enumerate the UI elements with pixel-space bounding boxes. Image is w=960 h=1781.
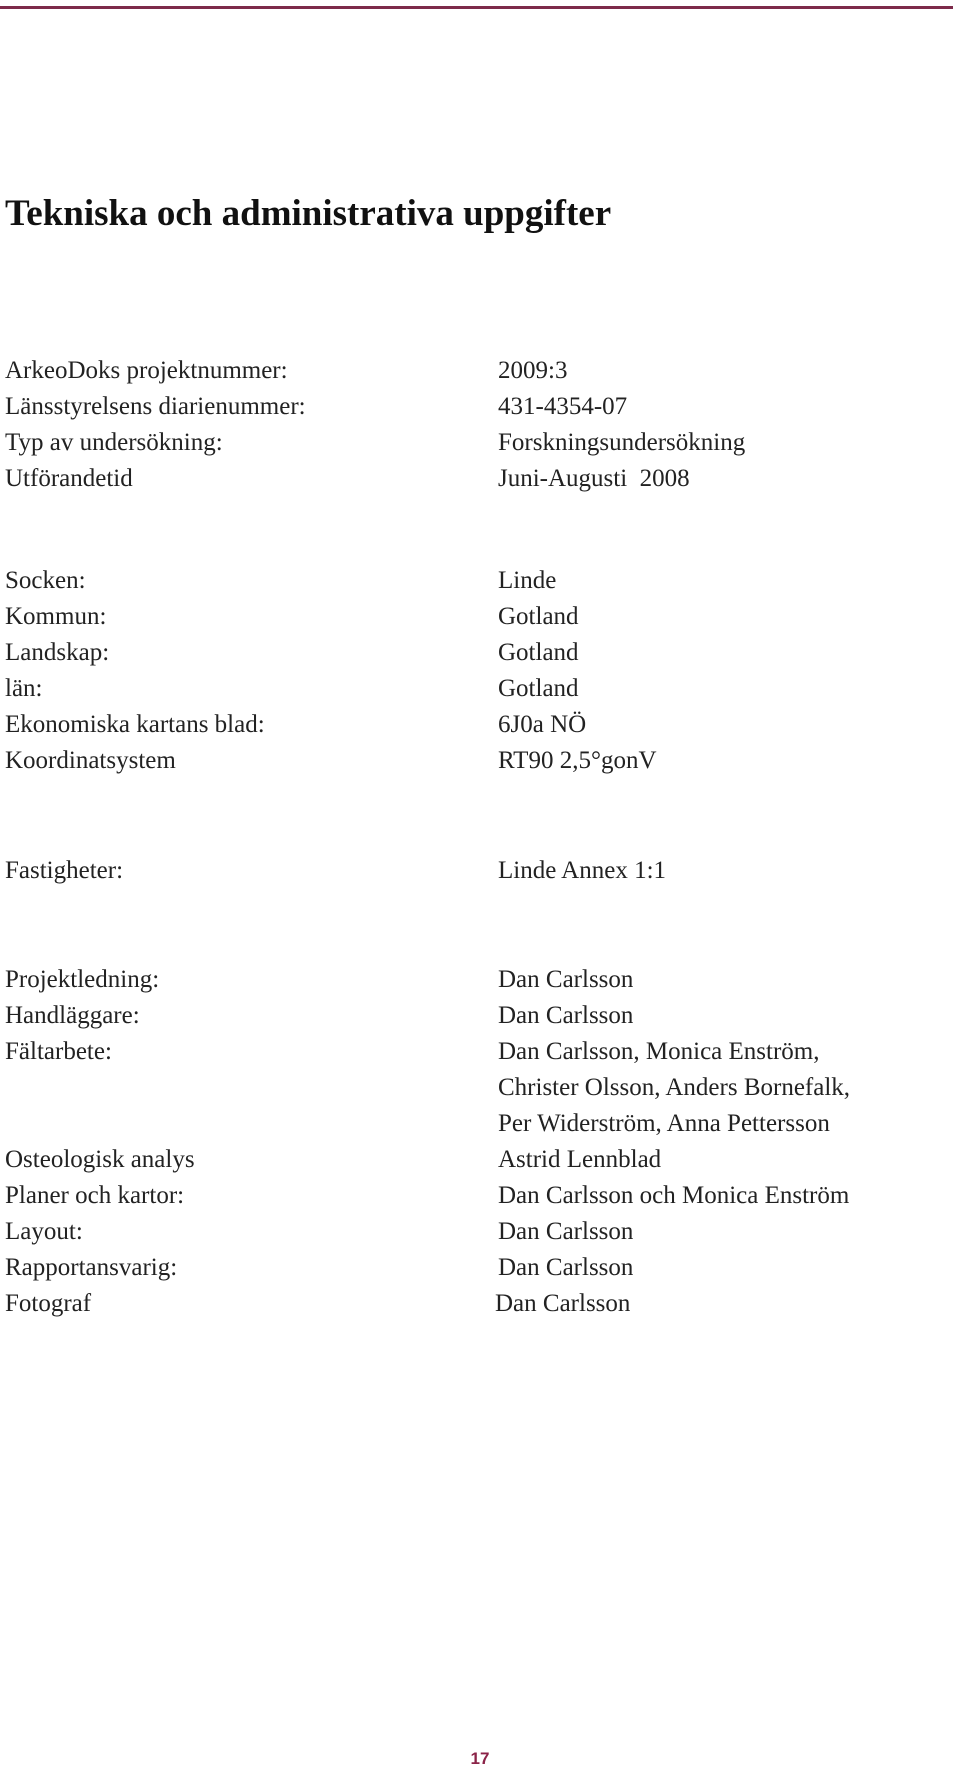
- info-value: 2009:3: [498, 357, 568, 384]
- info-row-landskap: [5, 635, 955, 671]
- info-row-koordinatsystem: [5, 743, 955, 779]
- info-value: Gotland: [498, 675, 579, 702]
- info-row-utforandetid: [5, 461, 955, 497]
- info-row-typ: [5, 425, 955, 461]
- info-value: Forskningsundersökning: [498, 429, 746, 456]
- info-row-kommun: [5, 599, 955, 635]
- info-label: Socken:: [5, 567, 86, 594]
- info-value: Linde Annex 1:1: [498, 857, 667, 884]
- info-label: Fältarbete:: [5, 1038, 112, 1065]
- faltarbete-line: Christer Olsson, Anders Bornefalk,: [498, 1074, 851, 1101]
- info-label: Ekonomiska kartans blad:: [5, 711, 265, 738]
- info-value: Dan Carlsson: [498, 1254, 634, 1281]
- property-section: [5, 853, 955, 889]
- info-value: Dan Carlsson: [498, 1002, 634, 1029]
- info-value: Gotland: [498, 639, 579, 666]
- info-value: Astrid Lennblad: [498, 1146, 662, 1173]
- info-row-lan: [5, 671, 955, 707]
- info-label: Layout:: [5, 1218, 83, 1245]
- info-value: Dan Carlsson: [498, 966, 634, 993]
- info-label: Fotograf: [5, 1290, 92, 1317]
- info-row-osteologisk: [5, 1142, 955, 1178]
- info-row-projektnummer: [5, 353, 955, 389]
- page-number: 17: [470, 1749, 490, 1768]
- staff-section: [5, 962, 955, 1322]
- info-row-rapportansvarig: [5, 1250, 955, 1286]
- info-label: Projektledning:: [5, 966, 160, 993]
- page-title: Tekniska och administrativa uppgifter: [5, 193, 612, 234]
- info-row-faltarbete: [5, 1034, 955, 1142]
- info-value-multiline: [498, 1034, 850, 1142]
- info-label: Kommun:: [5, 603, 107, 630]
- info-label: Handläggare:: [5, 1002, 140, 1029]
- info-label: Planer och kartor:: [5, 1182, 185, 1209]
- info-row-projektledning: [5, 962, 955, 998]
- info-label: Osteologisk analys: [5, 1146, 195, 1173]
- info-value: Linde: [498, 567, 557, 594]
- info-label: Landskap:: [5, 639, 110, 666]
- info-row-kartblad: [5, 707, 955, 743]
- info-value: Dan Carlsson: [495, 1290, 631, 1317]
- info-label: Fastigheter:: [5, 857, 124, 884]
- location-section: [5, 563, 955, 779]
- faltarbete-line: Dan Carlsson, Monica Enström,: [498, 1038, 820, 1065]
- info-value: 6J0a NÖ: [498, 711, 587, 738]
- top-accent-rule: [0, 6, 953, 9]
- info-value: Dan Carlsson och Monica Enström: [498, 1182, 850, 1209]
- info-value: 431-4354-07: [498, 393, 628, 420]
- info-row-fastigheter: [5, 853, 955, 889]
- info-label: ArkeoDoks projektnummer:: [5, 357, 288, 384]
- info-label: län:: [5, 675, 43, 702]
- info-row-planer: [5, 1178, 955, 1214]
- info-label: Rapportansvarig:: [5, 1254, 178, 1281]
- info-row-diarienummer: [5, 389, 955, 425]
- project-info-section: [5, 353, 955, 497]
- info-label: Typ av undersökning:: [5, 429, 223, 456]
- info-row-fotograf: [5, 1286, 955, 1322]
- faltarbete-line: Per Widerström, Anna Pettersson: [498, 1110, 830, 1137]
- info-label: Koordinatsystem: [5, 747, 176, 774]
- info-value: Gotland: [498, 603, 579, 630]
- info-value: Dan Carlsson: [498, 1218, 634, 1245]
- info-row-handlaggare: [5, 998, 955, 1034]
- info-label: Länsstyrelsens diarienummer:: [5, 393, 306, 420]
- info-row-layout: [5, 1214, 955, 1250]
- info-value: RT90 2,5°gonV: [498, 747, 657, 774]
- info-value: Juni-Augusti 2008: [498, 465, 690, 492]
- info-label: Utförandetid: [5, 465, 133, 492]
- info-row-socken: [5, 563, 955, 599]
